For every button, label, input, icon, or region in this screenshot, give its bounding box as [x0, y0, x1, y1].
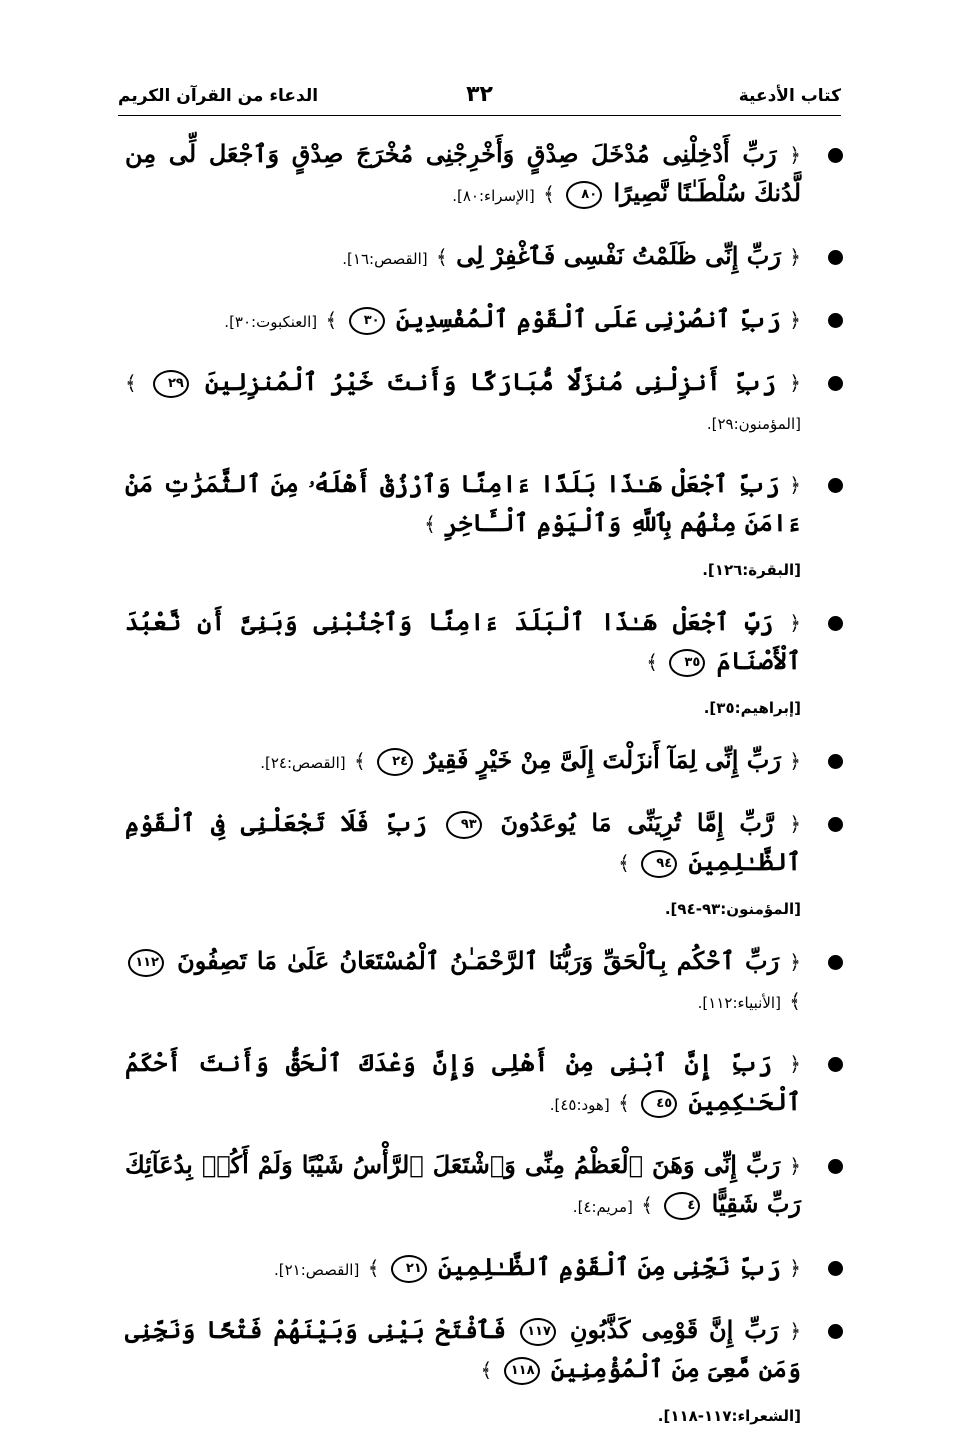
ayah-number-icon: ٩٤ — [641, 850, 677, 878]
open-bracket: ﴿ — [789, 950, 802, 974]
verse: رَبِّ إِنَّ قَوْمِى كَذَّبُونِ — [569, 1315, 779, 1344]
close-bracket: ﴾ — [789, 989, 801, 1013]
verse-text — [125, 1146, 801, 1226]
verse-reference: [القصص:٢٤]. — [260, 754, 346, 772]
bullet-icon — [828, 1057, 843, 1072]
verse: رَبِّ إِنِّى لِمَآ أَنزَلْتَ إِلَىَّ مِنْ خَيْرٍ فَقِيرٌ — [424, 745, 781, 774]
bullet-icon — [828, 376, 843, 391]
list-item — [125, 1044, 843, 1124]
list-item — [125, 804, 843, 920]
close-bracket: ﴾ — [325, 308, 338, 332]
verse: رَبِّ نَجِّنِى مِنَ ٱلْقَوْمِ ٱلظَّـٰلِمِينَ — [438, 1252, 781, 1281]
verse-reference: [الإسراء:٨٠]. — [452, 187, 535, 205]
ayah-number-icon: ١١٧ — [520, 1318, 556, 1346]
open-bracket: ﴿ — [789, 308, 801, 332]
close-bracket: ﴾ — [618, 851, 630, 875]
close-bracket: ﴾ — [641, 1193, 653, 1217]
verse: رَبِّ ٱحْكُم بِٱلْحَقِّ وَرَبُّنَا ٱلرَّحْمَـٰنُ ٱلْمُسْتَعَانُ عَلَىٰ مَا تَصِفُونَ — [177, 946, 780, 975]
verse-continued: فَٱفْتَحْ بَيْنِى وَبَيْنَهُمْ فَتْحًا وَنَجِّنِى وَمَن مَّعِىَ مِنَ ٱلْمُؤْمِنِينَ — [125, 1315, 801, 1383]
verse-reference: [المؤمنون:٩٣-٩٤]. — [664, 900, 801, 918]
close-bracket: ﴾ — [353, 749, 366, 773]
ayah-number-icon: ١١٨ — [504, 1357, 540, 1385]
verse-text — [125, 135, 801, 215]
list-item — [125, 741, 843, 782]
verse: رَبِّ ٱجْعَلْ هَـٰذَا ٱلْبَلَدَ ءَامِنًا وَٱجْنُبْنِى وَبَنِىَّ أَن نَّعْبُدَ ٱلْأَصْنَامَ — [125, 607, 801, 675]
bullet-icon — [828, 1324, 843, 1339]
verse: رَبِّ ٱنصُرْنِى عَلَى ٱلْقَوْمِ ٱلْمُفْسِدِينَ — [395, 304, 781, 333]
ayah-number-icon: ١١٢ — [128, 949, 164, 977]
book-title: كتاب الأدعية — [738, 86, 841, 106]
verse-text — [125, 300, 801, 341]
open-bracket: ﴿ — [789, 611, 801, 635]
ayah-number-icon: ٣٥ — [669, 649, 705, 677]
verse: رَبِّ إِنَّ ٱبْنِى مِنْ أَهْلِى وَإِنَّ وَعْدَكَ ٱلْحَقُّ وَأَنتَ أَحْكَمُ ٱلْحَـٰكِمِينَ — [125, 1048, 801, 1116]
list-item — [125, 300, 843, 341]
open-bracket: ﴿ — [789, 749, 801, 773]
chapter-title: الدعاء من القرآن الكريم — [118, 86, 319, 106]
close-bracket: ﴾ — [424, 512, 436, 536]
verse-reference: [المؤمنون:٢٩]. — [706, 415, 801, 433]
verse-continued: رَبِّ فَلَا تَجْعَلْنِى فِى ٱلْقَوْمِ ٱلظَّـٰلِمِينَ — [125, 808, 801, 876]
verse: رَبِّ إِنِّى ظَلَمْتُ نَفْسِى فَٱغْفِرْ لِى — [456, 241, 781, 270]
verse-reference: [مريم:٤]. — [572, 1198, 633, 1216]
verse: رَبِّ أَنزِلْنِى مُنزَلًا مُّبَارَكًا وَأَنتَ خَيْرُ ٱلْمُنزِلِينَ — [205, 367, 777, 396]
verse-text — [125, 603, 801, 719]
close-bracket: ﴾ — [436, 245, 448, 269]
verse-reference: [البقرة:١٢٦]. — [702, 561, 801, 579]
running-header — [118, 82, 841, 116]
ayah-number-icon: ٨٠ — [566, 181, 602, 209]
bullet-icon — [828, 478, 843, 493]
verse: رَبِّ إِنِّى وَهَنَ ٱلْعَظْمُ مِنِّى وَٱشْتَعَلَ ٱلرَّأْسُ شَيْبًا وَلَمْ أَكُنۢ بِدُعَآئِكَ رَبِّ شَقِيًّا — [125, 1150, 801, 1218]
open-bracket: ﴿ — [789, 1319, 802, 1343]
open-bracket: ﴿ — [789, 371, 801, 395]
verse-reference: [القصص:٢١]. — [273, 1261, 360, 1279]
close-bracket: ﴾ — [125, 371, 137, 395]
verse-reference: [الشعراء:١١٧-١١٨]. — [657, 1407, 801, 1425]
verse: رَبِّ ٱجْعَلْ هَـٰذَا بَلَدًا ءَامِنًا وَٱرْزُقْ أَهْلَهُۥ مِنَ ٱلثَّمَرَٰتِ مَنْ ءَامَنَ مِنْهُم بِٱللَّهِ وَٱلْيَوْمِ ٱلْـَٔاخِرِ — [125, 469, 801, 537]
verse-text — [125, 363, 801, 443]
ayah-number-icon: ٤٥ — [641, 1090, 677, 1118]
close-bracket: ﴾ — [367, 1256, 380, 1280]
list-item — [125, 1248, 843, 1289]
bullet-icon — [828, 1159, 843, 1174]
close-bracket: ﴾ — [480, 1358, 493, 1382]
verse-text — [125, 1311, 801, 1427]
verse-text — [125, 465, 801, 581]
verse-reference: [القصص:١٦]. — [342, 250, 428, 268]
open-bracket: ﴿ — [789, 143, 801, 167]
verse-text — [125, 1248, 801, 1289]
verse: رَبِّ أَدْخِلْنِى مُدْخَلَ صِدْقٍ وَأَخْرِجْنِى مُخْرَجَ صِدْقٍ وَٱجْعَل لِّى مِن لَّدُنكَ سُلْطَـٰنًا نَّصِيرًا — [125, 139, 801, 207]
open-bracket: ﴿ — [789, 1154, 801, 1178]
verse-reference: [إبراهيم:٣٥]. — [703, 699, 801, 717]
bullet-icon — [828, 754, 843, 769]
page-number: ٣٢ — [466, 82, 493, 107]
bullet-icon — [828, 148, 843, 163]
bullet-icon — [828, 955, 843, 970]
verse-text — [125, 741, 801, 782]
list-item — [125, 237, 843, 278]
bullet-icon — [828, 1261, 843, 1276]
list-item — [125, 363, 843, 443]
verse-text — [125, 804, 801, 920]
ayah-number-icon: ٢١ — [391, 1255, 427, 1283]
close-bracket: ﴾ — [618, 1091, 630, 1115]
list-item — [125, 603, 843, 719]
open-bracket: ﴿ — [789, 473, 801, 497]
dua-list — [125, 135, 843, 1449]
list-item — [125, 465, 843, 581]
ayah-number-icon: ٤ — [664, 1192, 700, 1220]
verse-reference: [العنكبوت:٣٠]. — [224, 313, 318, 331]
verse-reference: [الأنبياء:١١٢]. — [697, 994, 781, 1012]
bullet-icon — [828, 616, 843, 631]
verse-text — [125, 942, 801, 1022]
close-bracket: ﴾ — [543, 182, 555, 206]
verse-reference: [هود:٤٥]. — [549, 1096, 610, 1114]
bullet-icon — [828, 313, 843, 328]
verse-text — [125, 237, 801, 278]
close-bracket: ﴾ — [646, 650, 658, 674]
open-bracket: ﴿ — [789, 245, 801, 269]
ayah-number-icon: ٢٩ — [153, 370, 189, 398]
header-rule — [118, 115, 841, 116]
bullet-icon — [828, 817, 843, 832]
open-bracket: ﴿ — [789, 812, 802, 836]
list-item — [125, 1146, 843, 1226]
open-bracket: ﴿ — [789, 1256, 801, 1280]
list-item — [125, 1311, 843, 1427]
ayah-number-icon: ٢٤ — [377, 748, 413, 776]
list-item — [125, 135, 843, 215]
verse: رَّبِّ إِمَّا تُرِيَنِّى مَا يُوعَدُونَ — [500, 808, 774, 837]
verse-text — [125, 1044, 801, 1124]
ayah-number-icon: ٣٠ — [349, 307, 385, 335]
bullet-icon — [828, 250, 843, 265]
list-item — [125, 942, 843, 1022]
open-bracket: ﴿ — [789, 1052, 802, 1076]
ayah-number-icon: ٩٣ — [446, 811, 482, 839]
